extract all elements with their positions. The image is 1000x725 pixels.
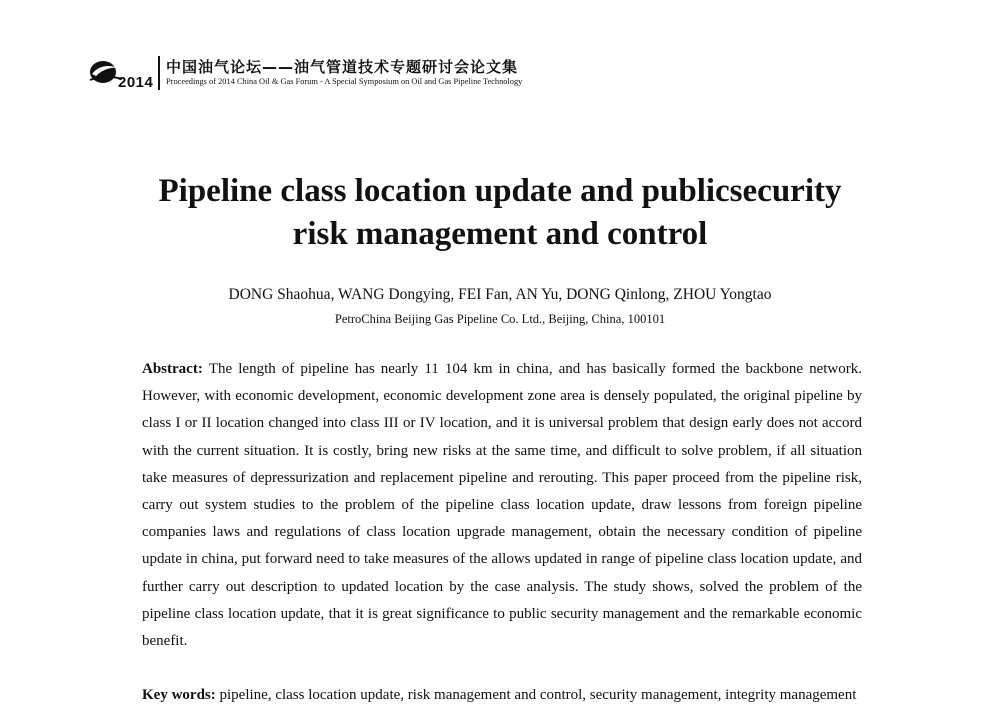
- abstract-paragraph: [142, 356, 862, 655]
- paper-title-line-1: Pipeline class location update and publicsecurity: [158, 173, 842, 209]
- header-divider: [158, 56, 160, 90]
- header-year: 2014: [118, 74, 154, 91]
- header-title-chinese: 中国油气论坛——油气管道技术专题研讨会论文集: [166, 58, 519, 76]
- author-list: DONG Shaohua, WANG Dongying, FEI Fan, AN Yu, DONG Qinlong, ZHOU Yongtao: [228, 286, 772, 303]
- proceedings-header: [88, 54, 568, 92]
- paper-title: [0, 170, 1000, 256]
- keywords-paragraph: [142, 682, 862, 709]
- abstract-label: Abstract:: [142, 361, 209, 377]
- keywords-label: Key words:: [142, 687, 220, 703]
- paper-title-line-2: risk management and control: [292, 216, 708, 252]
- author-affiliation: PetroChina Beijing Gas Pipeline Co. Ltd., Beijing, China, 100101: [334, 312, 666, 326]
- keywords-text: pipeline, class location update, risk management and control, security management, integrity management: [219, 687, 857, 703]
- header-title-english: Proceedings of 2014 China Oil & Gas Forum - A Special Symposium on Oil and Gas Pipeline Technology: [166, 77, 523, 86]
- abstract-text: The length of pipeline has nearly 11 104 km in china, and has basically formed the backbone network. However, with economic development, economic development zone area is densely populated, the original pipeline by class I or II location changed into class III or IV location, and it is universal problem that design early does not accord with the current situation. It is costly, bring new risks at the same time, and difficult to solve problem, if all situation take measures of depressurization and replacement pipeline and rerouting. This paper proceed from the pipeline risk, carry out system studies to the problem of the pipeline class location update, draw lessons from foreign pipeline companies laws and regulations of class location upgrade management, obtain the necessary condition of pipeline update in china, put forward need to take measures of the allows updated in range of pipeline class location update, and further carry out description to updated location by the case analysis. The study shows, solved the problem of the pipeline class location update, that it is great significance to public security management and the remarkable economic benefit.: [142, 361, 862, 650]
